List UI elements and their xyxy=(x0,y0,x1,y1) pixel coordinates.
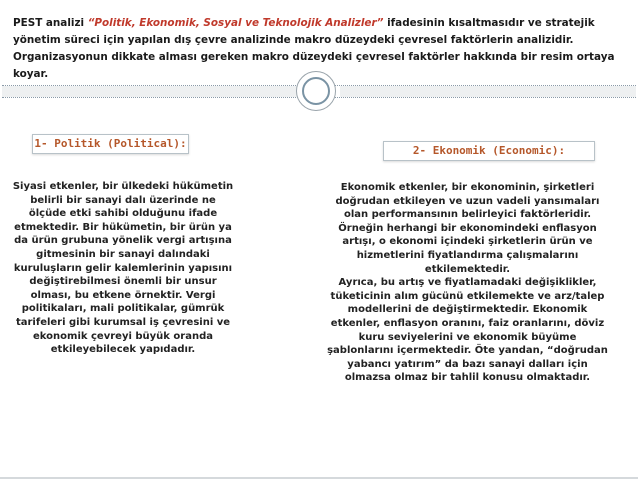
economic-heading: 2- Ekonomik (Economic): xyxy=(383,141,595,161)
political-heading: 1- Politik (Political): xyxy=(32,134,189,154)
intro-prefix: PEST analizi xyxy=(13,17,88,29)
political-text: Siyasi etkenler, bir ülkedeki hükümetin belirli bir sanayi dalı üzerinde ne ölçüde etki sahibi olduğunu ifade etmektedir. Bir hükümetin, bir ürün ya da ürün grubuna yönelik vergi artışına gitmesinin bir sanayi dalındaki kuruluşların gelir kalemlerinin yapısını değiştirebilmesi önemli bir unsur olması, bu etkene örnektir. Vergi politikaları, mali politikalar, gümrük tarifeleri gibi kurumsal iş çevresini ve ekonomik çevreyi büyük oranda etkileyebilecek yapıdadır. xyxy=(12,181,234,356)
economic-body xyxy=(325,181,610,385)
divider-ring-icon xyxy=(302,77,330,105)
divider-segment-left xyxy=(2,86,298,97)
economic-text-2: Ayrıca, bu artış ve fiyatlamadaki değişiklikler, tüketicinin alım gücünü etkilemekte ve arz/talep modellerini de değiştirmektedir. Ekonomik etkenler, enflasyon oranını, faiz oranlarını, döviz kuru seviyelerini ve ekonomik büyüme şablonlarını içermektedir. Öte yandan, “doğrudan yabancı yatırım” da bazı sanayi dalları için olmazsa olmaz bir tahlil konusu olmaktadır. xyxy=(327,277,608,384)
divider-segment-right xyxy=(340,86,636,97)
political-body xyxy=(12,180,234,357)
economic-text-1: Ekonomik etkenler, bir ekonominin, şirketleri doğrudan etkileyen ve uzun vadeli yansımaları olan performansının belirleyici faktörleridir. Örneğin herhangi bir ekonomindeki enflasyon artışı, o ekonomi içindeki şirketlerin ürün ve hizmetlerini fiyatlandırma çalışmalarını etkilemektedir. xyxy=(335,182,600,275)
intro-highlight: “Politik, Ekonomik, Sosyal ve Teknolojik Analizler” xyxy=(87,17,384,29)
intro-suffix: ifadesinin kısaltmasıdır ve stratejik yönetim süreci için yapılan dış çevre analizinde makro düzeydeki çevresel faktörlerin analizidir. Organizasyonun dikkate alması gereken makro düzeydeki çevresel faktörler hakkında bir resim ortaya koyar. xyxy=(13,17,615,80)
